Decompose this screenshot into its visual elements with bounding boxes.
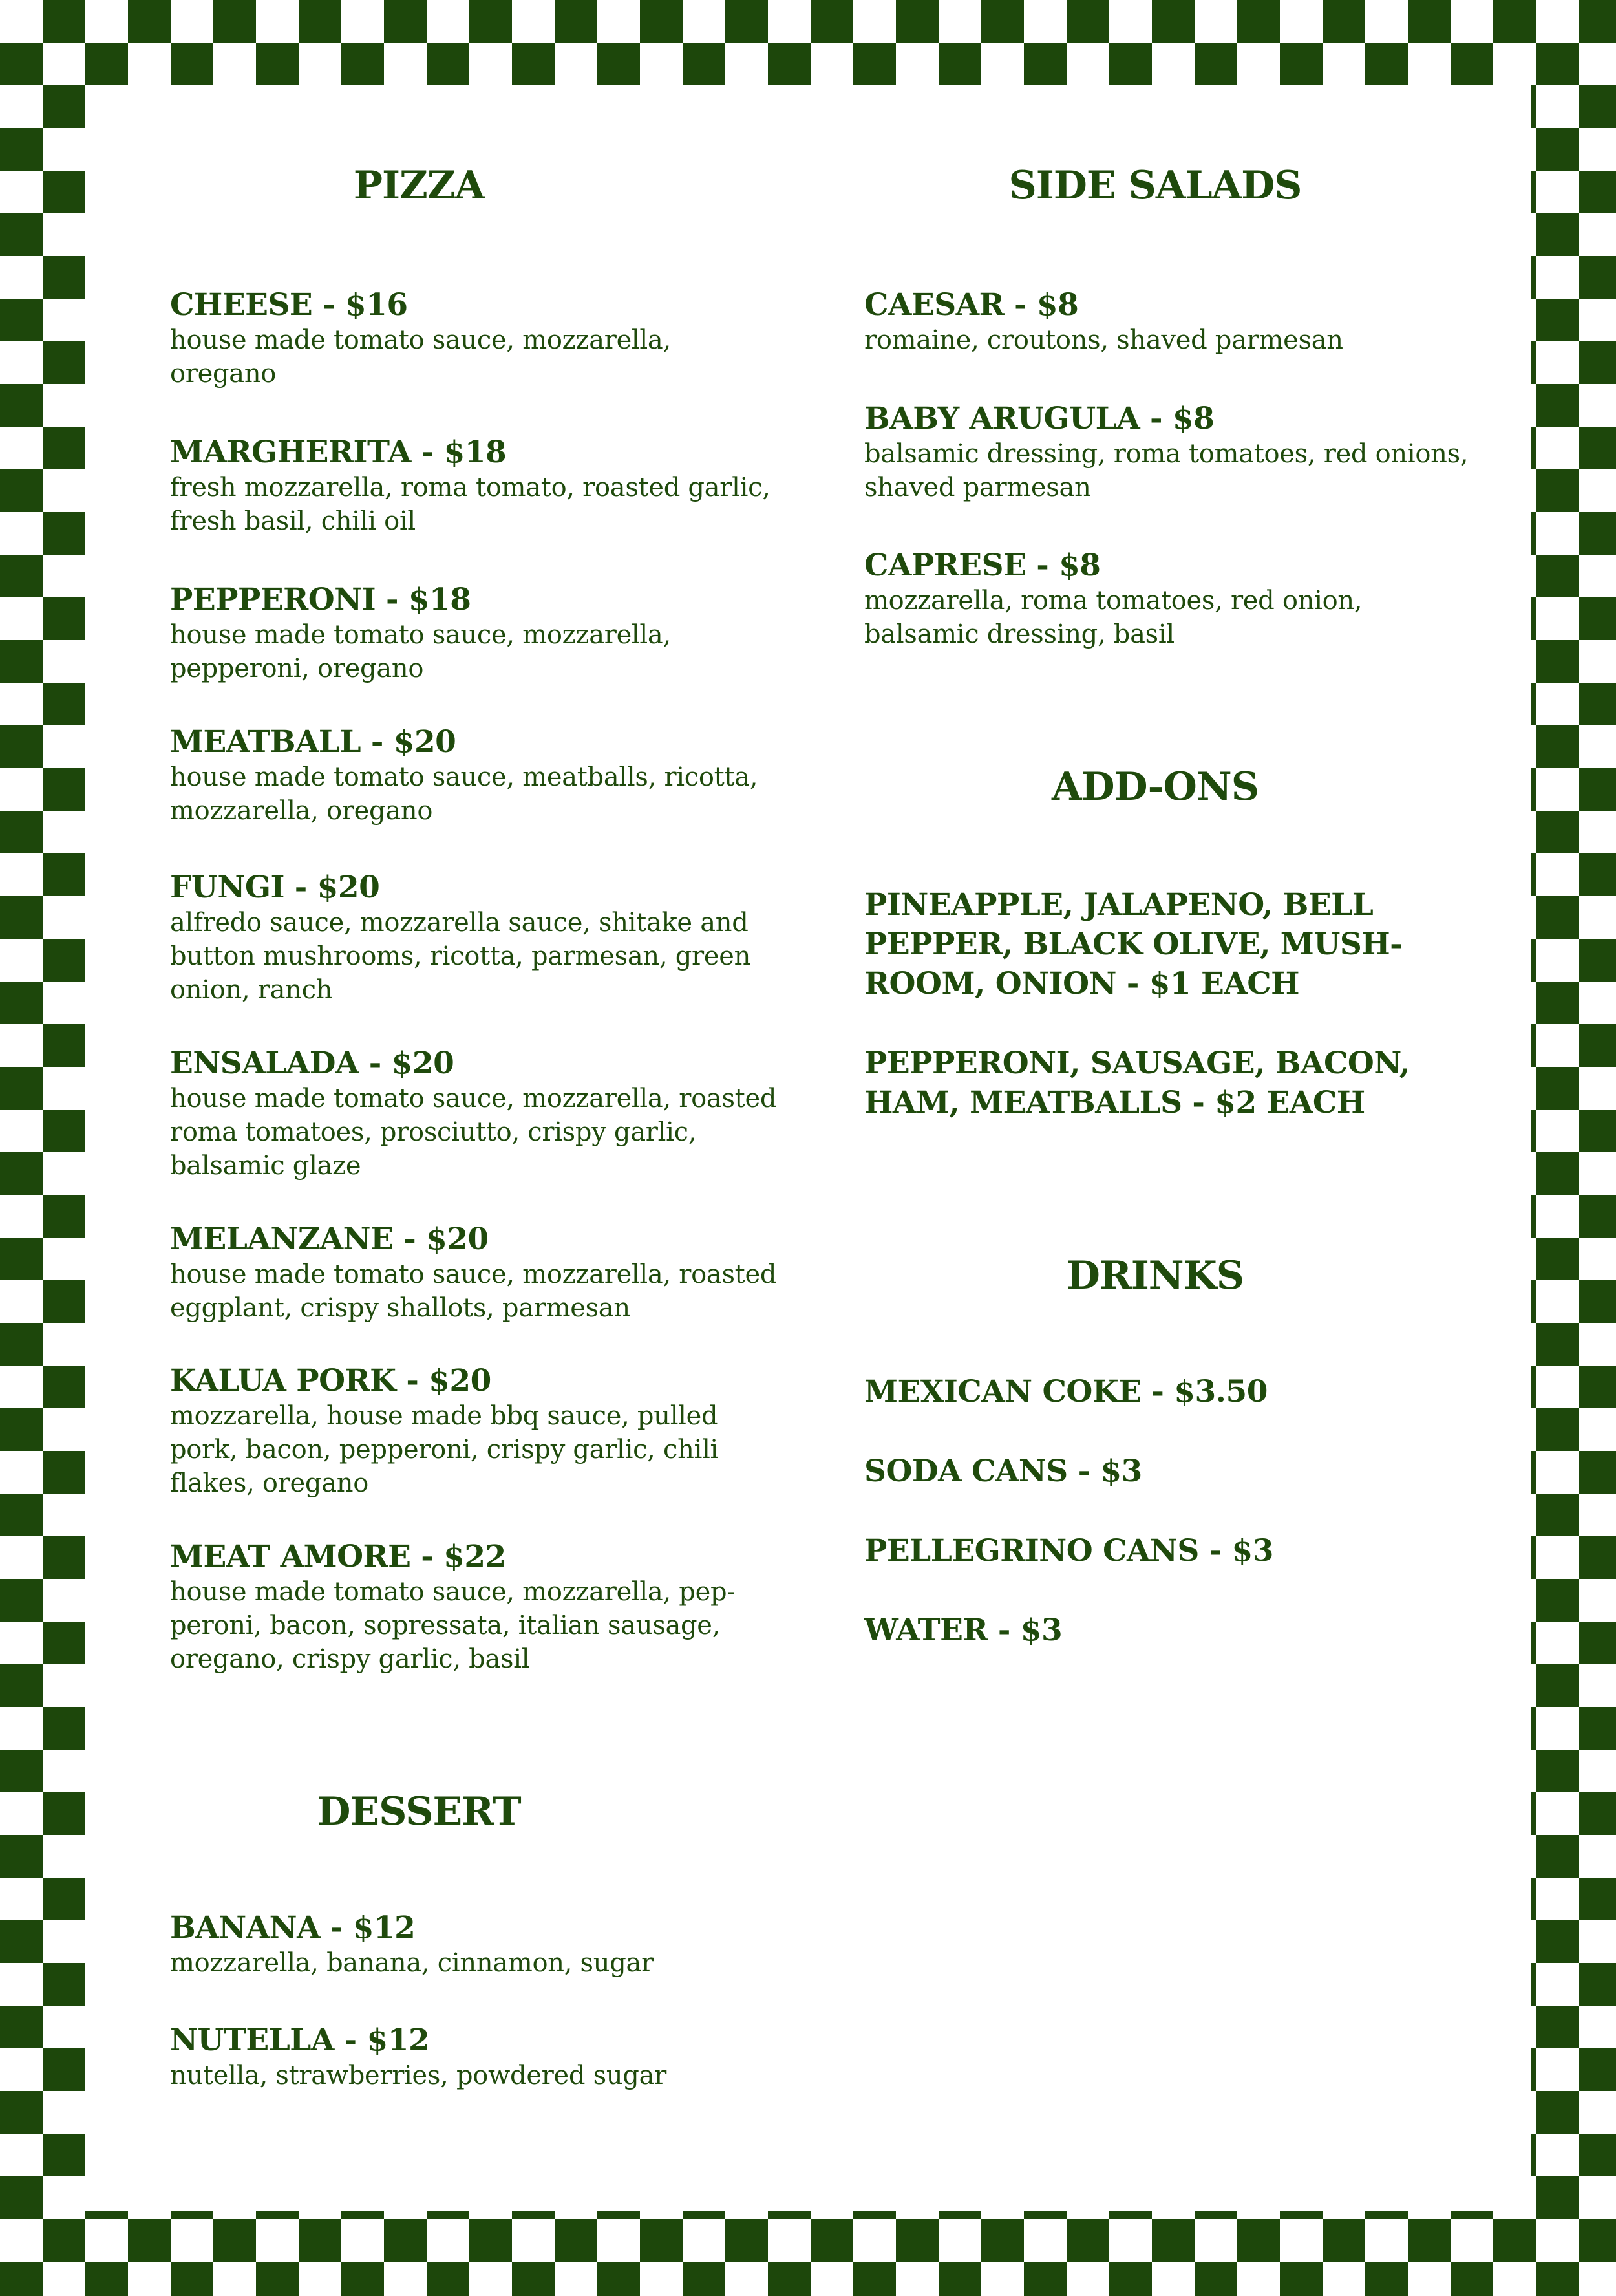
- side-salads-section-title: SIDE SALADS: [1008, 163, 1302, 208]
- item-name: MEATBALL - $20: [170, 724, 456, 760]
- menu-item-nutella: [170, 2022, 855, 2092]
- menu-item-caprese: [864, 548, 1511, 651]
- pizza-section-title: PIZZA: [353, 163, 485, 208]
- add-on-line: HAM, MEATBALLS - $2 EACH: [864, 1085, 1365, 1121]
- item-name: BANANA - $12: [170, 1910, 416, 1946]
- add-ons-section-title: ADD-ONS: [1051, 764, 1259, 810]
- item-name: PEPPERONI - $18: [170, 582, 471, 617]
- item-name: NUTELLA - $12: [170, 2022, 430, 2058]
- item-desc-line: mozzarella, roma tomatoes, red onion,: [864, 586, 1363, 616]
- item-desc-line: flakes, oregano: [170, 1468, 368, 1498]
- item-name: ENSALADA - $20: [170, 1046, 454, 1081]
- item-name: PELLEGRINO CANS - $3: [864, 1533, 1273, 1569]
- item-desc-line: nutella, strawberries, powdered sugar: [170, 2061, 666, 2090]
- item-desc-line: balsamic glaze: [170, 1151, 361, 1181]
- menu-item-margherita: [170, 435, 855, 538]
- menu-item-fungi: [170, 870, 855, 1007]
- drink-item: [864, 1374, 1511, 1410]
- item-desc-line: house made tomato sauce, mozzarella, roasted: [170, 1084, 777, 1113]
- dessert-section-title: DESSERT: [317, 1789, 521, 1834]
- item-desc-line: house made tomato sauce, mozzarella,: [170, 325, 671, 355]
- item-desc-line: mozzarella, house made bbq sauce, pulled: [170, 1401, 718, 1431]
- item-name: CHEESE - $16: [170, 287, 408, 323]
- item-name: MARGHERITA - $18: [170, 435, 507, 470]
- item-desc-line: house made tomato sauce, mozzarella, roasted: [170, 1260, 777, 1289]
- menu-panel: [85, 85, 1531, 2211]
- item-desc-line: onion, ranch: [170, 975, 333, 1005]
- menu-item-pepperoni: [170, 582, 855, 685]
- item-desc-line: pepperoni, oregano: [170, 654, 424, 683]
- item-desc-line: alfredo sauce, mozzarella sauce, shitake and: [170, 908, 749, 938]
- item-desc-line: balsamic dressing, roma tomatoes, red onions,: [864, 439, 1469, 469]
- add-on-line: ROOM, ONION - $1 EACH: [864, 966, 1300, 1002]
- add-on-group: [864, 1044, 1511, 1122]
- item-desc-line: house made tomato sauce, mozzarella, pep-: [170, 1577, 736, 1607]
- menu-item-banana: [170, 1910, 855, 1980]
- item-desc-line: fresh mozzarella, roma tomato, roasted garlic,: [170, 473, 771, 502]
- drinks-section-title: DRINKS: [1066, 1253, 1244, 1298]
- menu-item-melanzane: [170, 1221, 855, 1325]
- item-name: CAPRESE - $8: [864, 548, 1101, 583]
- item-desc-line: romaine, croutons, shaved parmesan: [864, 325, 1343, 355]
- item-desc-line: oregano: [170, 359, 277, 389]
- item-desc-line: shaved parmesan: [864, 473, 1091, 502]
- item-desc-line: button mushrooms, ricotta, parmesan, green: [170, 941, 751, 971]
- item-name: KALUA PORK - $20: [170, 1363, 491, 1399]
- item-desc-line: pork, bacon, pepperoni, crispy garlic, chili: [170, 1435, 719, 1465]
- item-desc-line: roma tomatoes, prosciutto, crispy garlic,: [170, 1117, 697, 1147]
- drink-item: [864, 1613, 1511, 1649]
- menu-item-caesar: [864, 287, 1511, 357]
- item-desc-line: mozzarella, banana, cinnamon, sugar: [170, 1948, 654, 1978]
- menu-item-cheese: [170, 287, 855, 391]
- item-desc-line: eggplant, crispy shallots, parmesan: [170, 1293, 630, 1323]
- menu-item-meatball: [170, 724, 855, 828]
- menu-item-meat-amore: [170, 1539, 855, 1676]
- item-name: MELANZANE - $20: [170, 1221, 489, 1257]
- add-on-group: [864, 885, 1511, 1003]
- item-name: WATER - $3: [864, 1613, 1063, 1648]
- item-desc-line: fresh basil, chili oil: [170, 506, 416, 536]
- add-on-line: PEPPER, BLACK OLIVE, MUSH-: [864, 927, 1403, 962]
- item-desc-line: house made tomato sauce, meatballs, ricotta,: [170, 762, 758, 792]
- item-name: MEXICAN COKE - $3.50: [864, 1374, 1268, 1410]
- menu-item-ensalada: [170, 1046, 855, 1183]
- item-desc-line: mozzarella, oregano: [170, 796, 433, 826]
- menu-item-baby-arugula: [864, 401, 1511, 504]
- item-name: MEAT AMORE - $22: [170, 1539, 506, 1574]
- item-desc-line: house made tomato sauce, mozzarella,: [170, 620, 671, 650]
- item-desc-line: peroni, bacon, sopressata, italian sausage,: [170, 1611, 721, 1640]
- item-desc-line: balsamic dressing, basil: [864, 619, 1175, 649]
- add-on-line: PEPPERONI, SAUSAGE, BACON,: [864, 1046, 1410, 1081]
- item-name: BABY ARUGULA - $8: [864, 401, 1215, 436]
- add-on-line: PINEAPPLE, JALAPENO, BELL: [864, 887, 1374, 923]
- drink-item: [864, 1454, 1511, 1490]
- item-name: SODA CANS - $3: [864, 1454, 1142, 1489]
- menu-item-kalua-pork: [170, 1363, 855, 1500]
- item-name: FUNGI - $20: [170, 870, 380, 905]
- item-name: CAESAR - $8: [864, 287, 1079, 323]
- drink-item: [864, 1533, 1511, 1569]
- item-desc-line: oregano, crispy garlic, basil: [170, 1644, 530, 1674]
